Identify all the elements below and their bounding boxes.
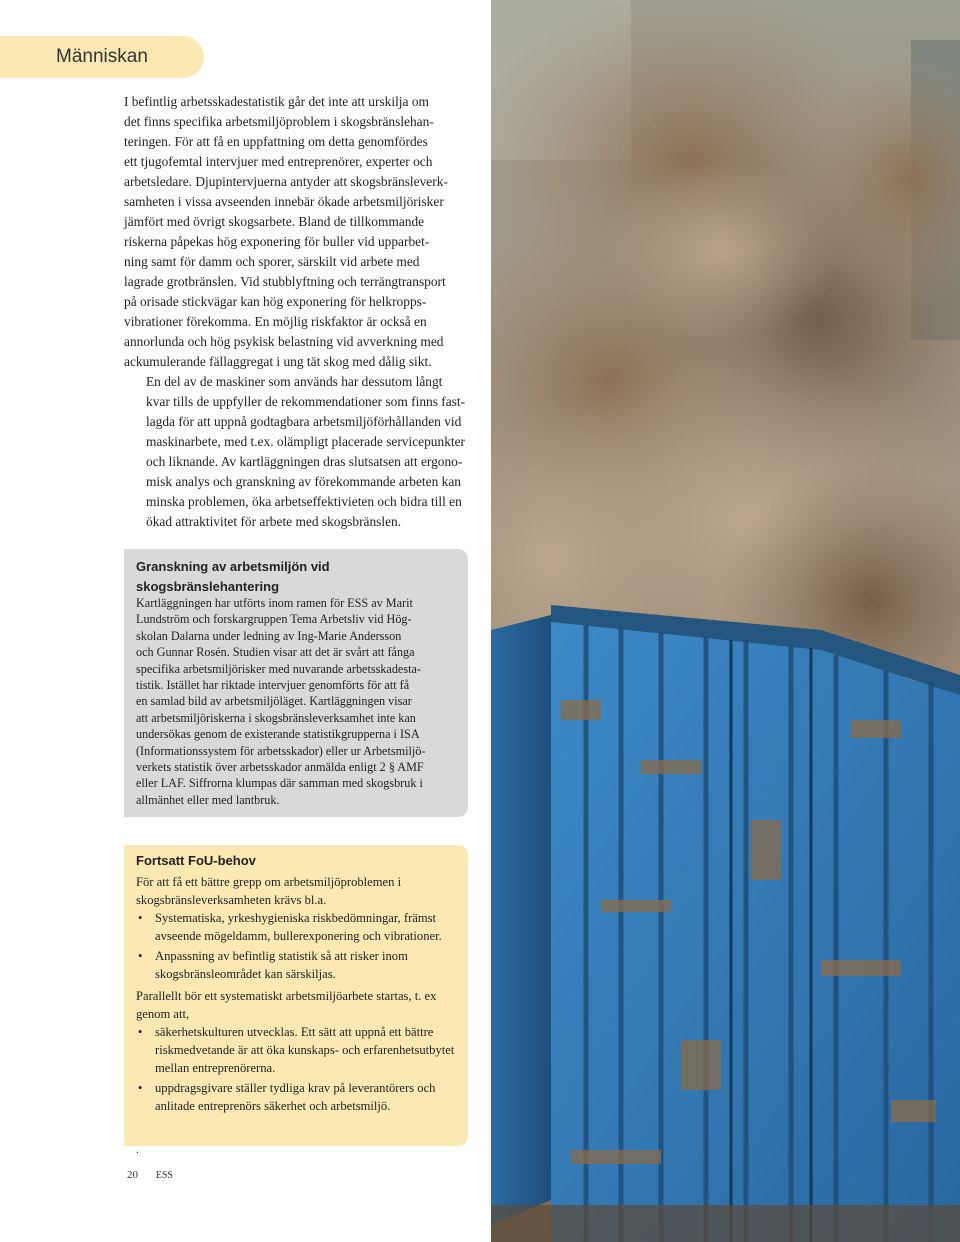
bullet-icon: • <box>138 911 143 925</box>
text-line: vibrationer förekomma. En möjlig riskfaktor är också en <box>124 314 427 329</box>
text-line: att arbetsmiljöriskerna i skogsbränsleverksamhet inte kan <box>136 710 416 725</box>
text-line: En del av de maskiner som används har dessutom långt <box>146 374 443 389</box>
footer-org: ESS <box>155 1170 173 1181</box>
page-footer <box>127 1169 173 1181</box>
text-line: arbetsledare. Djupintervjuerna antyder att skogsbränsleverk- <box>124 174 448 189</box>
text-line: kvar tills de uppfyller de rekommendationer som finns fast- <box>146 394 466 409</box>
text-line: verkets statistik över arbetsskador anmälda enligt 2 § AMF <box>136 760 424 775</box>
text-line: maskinarbete, med t.ex. olämpligt placerade servicepunkter <box>146 434 466 449</box>
dust-cloud-container-photo <box>491 0 960 1242</box>
text-line: lagda för att uppnå godtagbara arbetsmiljöförhållanden vid <box>146 414 462 429</box>
bullet-text: uppdragsgivare ställer tydliga krav på leverantörers och anlitade entreprenörs säkerhet och arbetsmiljö. <box>155 1081 436 1113</box>
text-line: och Gunnar Rosén. Studien visar att det är svårt att fånga <box>136 645 415 660</box>
paragraph-2 <box>124 372 476 532</box>
text-line: annorlunda och hög psykisk belastning vid avverkning med <box>124 334 444 349</box>
bullet-text: Anpassning av befintlig statistik så att risker inom skogsbränsleområdet kan särskiljas. <box>155 949 408 981</box>
info-box-title: Granskning av arbetsmiljön vid skogsbränslehantering <box>136 559 330 594</box>
text-line: specifika arbetsmiljörisker med nuvarande arbetsskadesta- <box>136 661 421 676</box>
actions-list <box>136 1023 464 1115</box>
text-line: jämfört med övrigt skogsarbete. Bland de tillkommande <box>124 214 425 229</box>
bullet-item <box>136 1079 464 1115</box>
text-line: allmänhet eller med lantbruk. <box>136 792 280 807</box>
bullet-icon: • <box>138 949 143 963</box>
info-box-body <box>136 595 464 808</box>
research-needs-middle: Parallellt bör ett systematiskt arbetsmiljöarbete startas, t. ex genom att, <box>136 989 437 1021</box>
text-line: skolan Dalarna under ledning av Ing-Marie Andersson <box>136 628 402 643</box>
research-needs-box <box>124 845 468 1146</box>
text-line: Lundström och forskargruppen Tema Arbetsliv vid Hög- <box>136 612 412 627</box>
stray-dot: . <box>136 1142 139 1156</box>
text-line: minska problemen, öka arbetseffektivieten och bidra till en <box>146 494 462 509</box>
research-needs-title: Fortsatt FoU-behov <box>136 853 256 868</box>
text-line: (Informationssystem för arbetsskador) eller ur Arbetsmiljö- <box>136 743 426 758</box>
bullet-item <box>136 947 464 983</box>
info-box-study <box>124 549 468 817</box>
bullet-item <box>136 1023 464 1077</box>
text-line: det finns specifika arbetsmiljöproblem i skogsbränslehan- <box>124 114 434 129</box>
text-line: ett tjugofemtal intervjuer med entreprenörer, experter och <box>124 154 433 169</box>
bullet-icon: • <box>138 1081 143 1095</box>
text-line: samheten i vissa avseenden innebär ökade arbetsmiljörisker <box>124 194 444 209</box>
text-line: och liknande. Av kartläggningen dras slutsatsen att ergono- <box>146 454 463 469</box>
text-line: riskerna påpekas hög exponering för buller vid upparbet- <box>124 234 430 249</box>
section-tab <box>0 36 204 78</box>
text-line: teringen. För att få en uppfattning om detta genomfördes <box>124 134 428 149</box>
bullet-icon: • <box>138 1025 143 1039</box>
text-line: eller LAF. Siffrorna klumpas där samman med skogsbruk i <box>136 776 423 791</box>
text-line: en samlad bild av arbetsmiljöläget. Kartläggningen visar <box>136 694 412 709</box>
paragraph-1 <box>124 92 476 372</box>
article-body <box>124 92 476 532</box>
bullet-text: säkerhetskulturen utvecklas. Ett sätt att uppnå ett bättre riskmedvetande är att öka kunskaps- och erfarenhetsutbytet mellan entreprenörerna. <box>155 1025 455 1075</box>
bullet-item <box>136 909 464 945</box>
text-line: på orisade stickvägar kan hög exponering för helkropps- <box>124 294 427 309</box>
research-needs-body <box>136 873 464 1119</box>
research-needs-intro: För att få ett bättre grepp om arbetsmiljöproblemen i skogsbränsleverksamheten krävs bl.a. <box>136 875 402 907</box>
text-line: tistik. Istället har riktade intervjuer genomförts för att få <box>136 678 410 693</box>
section-title: Människan <box>56 46 148 67</box>
text-line: lagrade grotbränslen. Vid stubblyftning och terrängtransport <box>124 274 446 289</box>
text-line: ning samt för damm och sporer, särskilt vid arbete med <box>124 254 420 269</box>
text-line: ackumulerande fällaggregat i ung tät skog med dålig sikt. <box>124 354 432 369</box>
text-line: I befintlig arbetsskadestatistik går det inte att urskilja om <box>124 94 429 109</box>
bullet-text: Systematiska, yrkeshygieniska riskbedömningar, främst avseende mögeldamm, bullerexponering och vibrationer. <box>155 911 442 943</box>
text-line: undersökas genom de existerande statistikgrupperna i ISA <box>136 727 420 742</box>
text-line: Kartläggningen har utförts inom ramen för ESS av Marit <box>136 596 413 610</box>
page-number: 20 <box>127 1169 138 1181</box>
text-line: ökad attraktivitet för arbete med skogsbränslen. <box>146 514 402 529</box>
research-needs-list <box>136 909 464 983</box>
text-line: misk analys och granskning av förekommande arbeten kan <box>146 474 461 489</box>
